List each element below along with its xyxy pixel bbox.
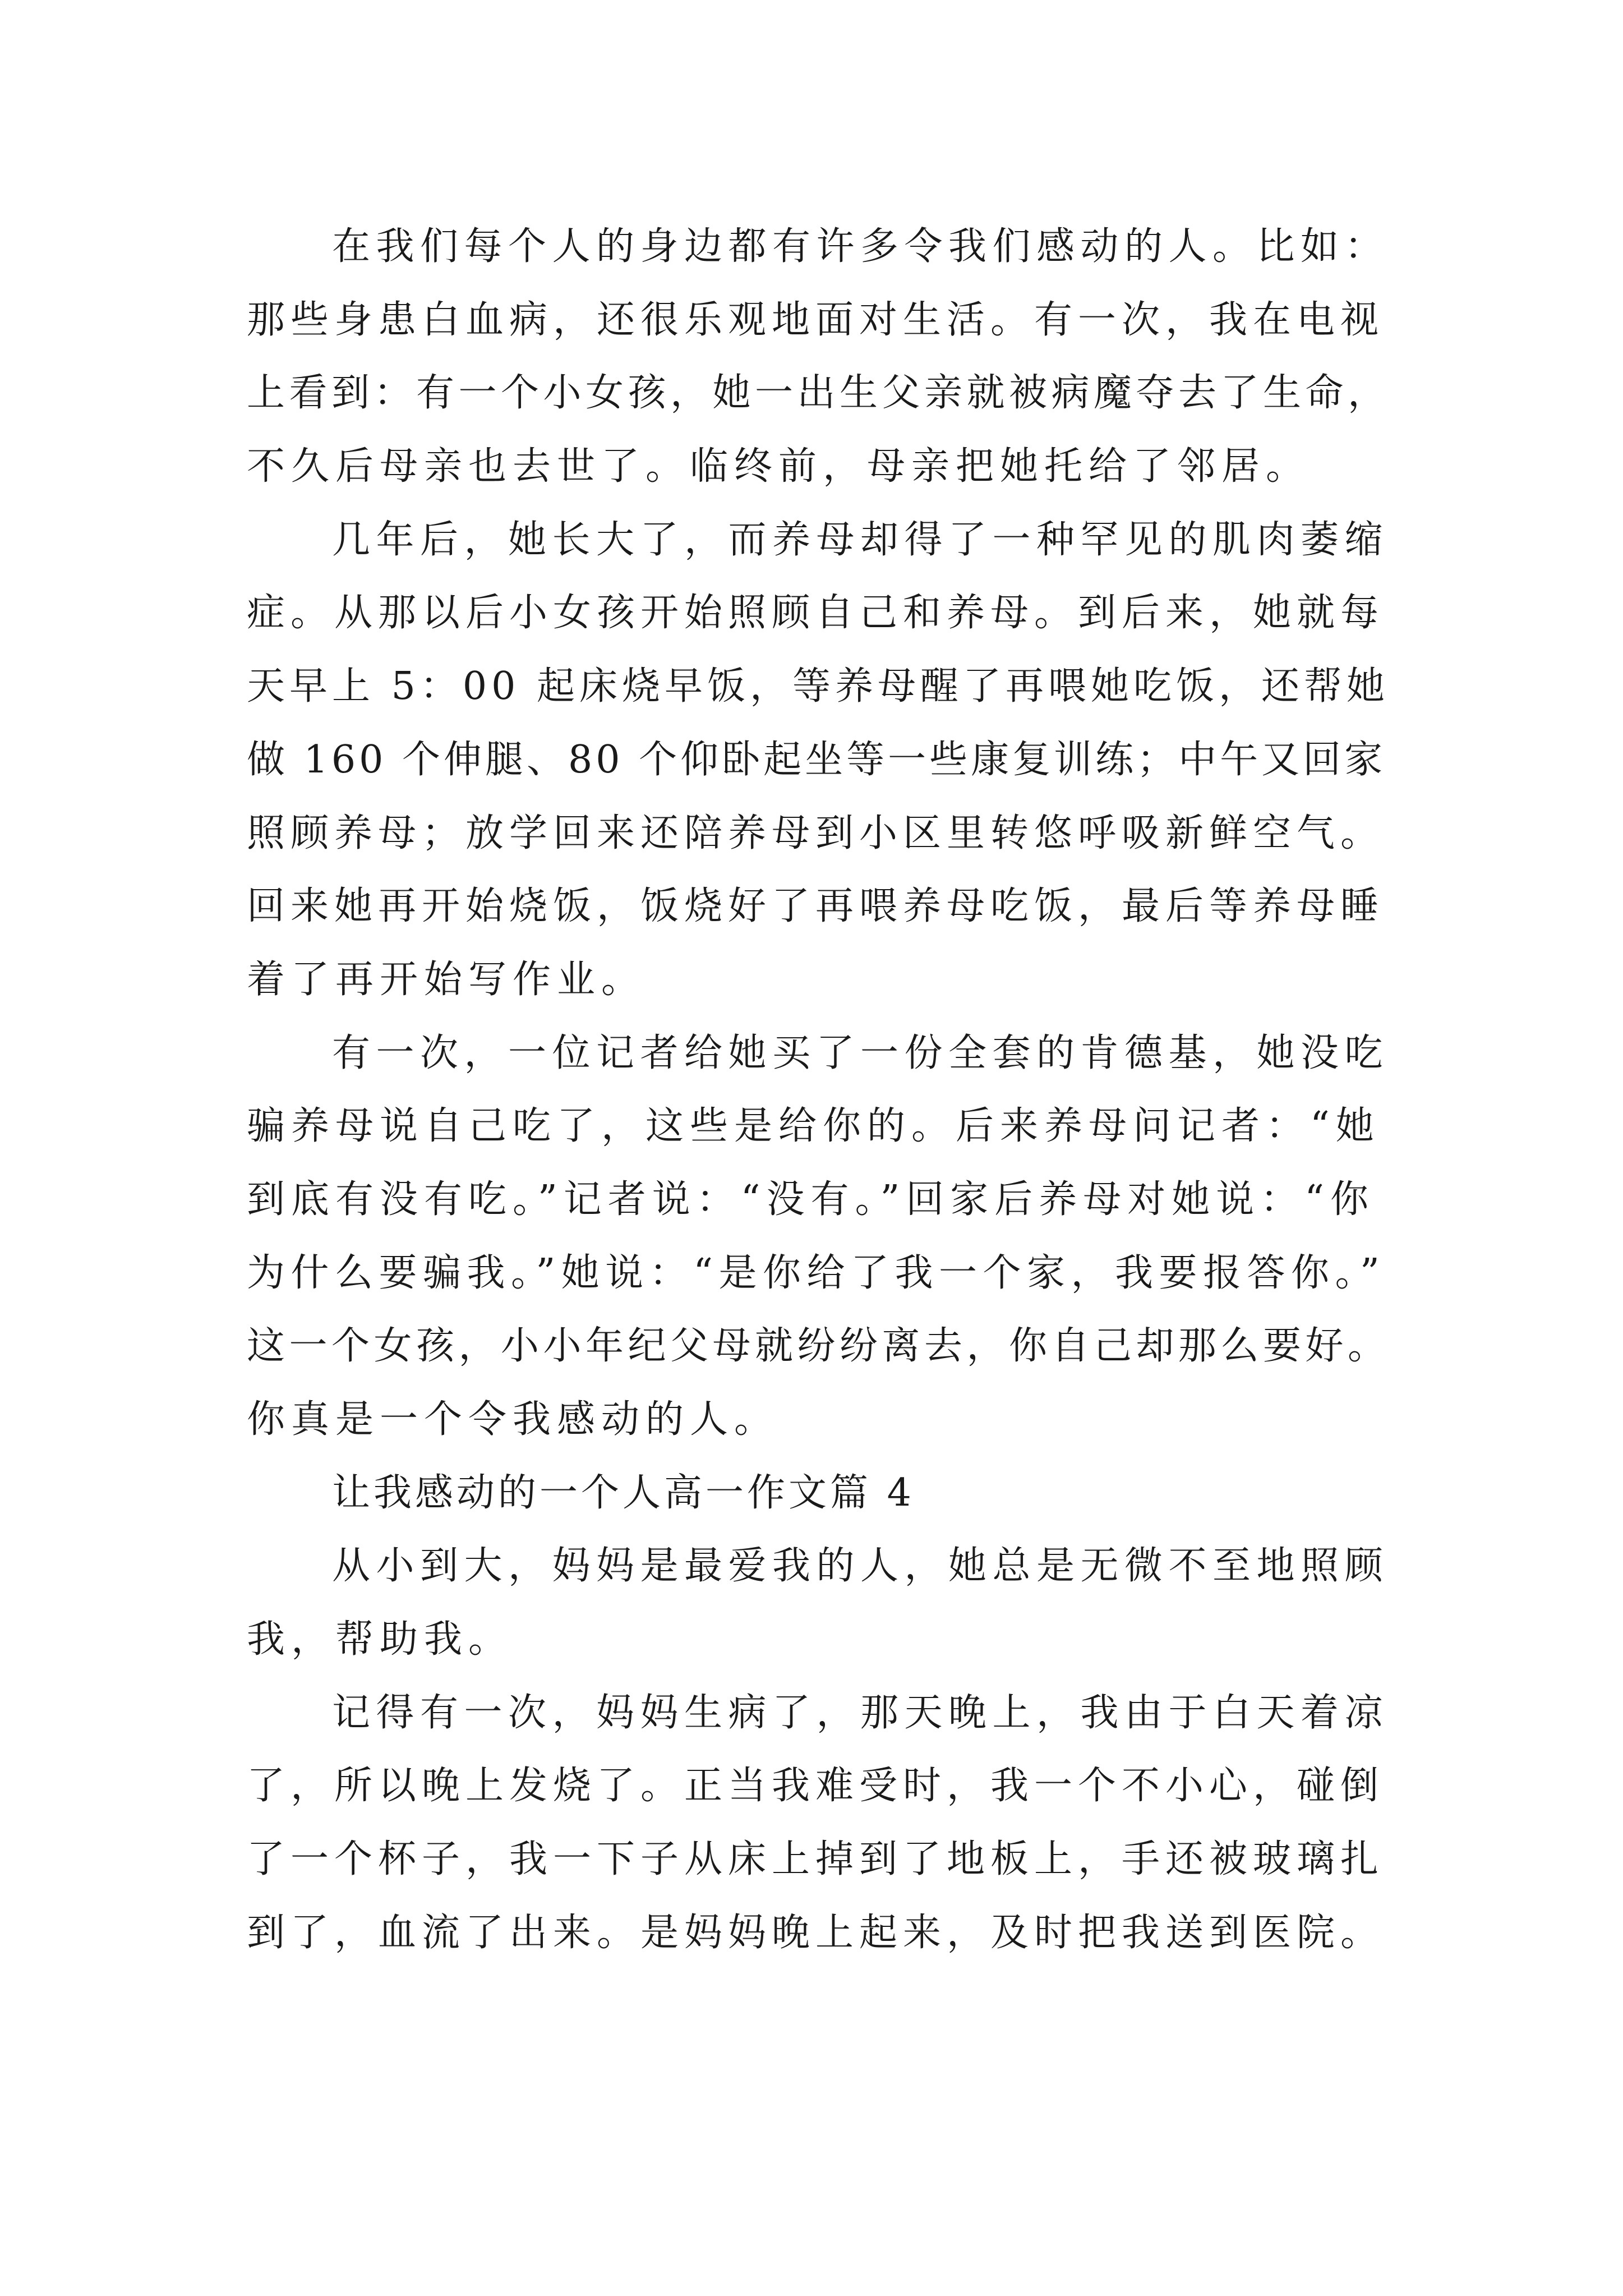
text-line: 从小到大，妈妈是最爱我的人，她总是无微不至地照顾 (332, 1544, 1389, 1589)
text-line: 着了再开始写作业。 (247, 957, 646, 1002)
text-line: 我，帮助我。 (247, 1617, 513, 1662)
text-line: 在我们每个人的身边都有许多令我们感动的人。比如： (332, 224, 1389, 269)
text-line: 回来她再开始烧饭，饭烧好了再喂养母吃饭，最后等养母睡 (247, 884, 1385, 929)
text-line: 为什么要骗我。”她说：“是你给了我一个家，我要报答你。” (247, 1250, 1386, 1295)
text-line: 不久后母亲也去世了。临终前，母亲把她托给了邻居。 (247, 444, 1311, 489)
text-line: 上看到：有一个小女孩，她一出生父亲就被病魔夺去了生命， (247, 371, 1390, 416)
text-line: 天早上 5：00 起床烧早饭，等养母醒了再喂她吃饭，还帮她 (247, 664, 1390, 709)
text-line: 了，所以晚上发烧了。正当我难受时，我一个不小心，碰倒 (247, 1764, 1385, 1809)
text-line: 记得有一次，妈妈生病了，那天晚上，我由于白天着凉 (332, 1690, 1389, 1735)
text-line: 这一个女孩，小小年纪父母就纷纷离去，你自己却那么要好。 (247, 1324, 1390, 1369)
document-body (247, 210, 1391, 1970)
text-line: 照顾养母；放学回来还陪养母到小区里转悠呼吸新鲜空气。 (247, 811, 1385, 855)
section-heading: 让我感动的一个人高一作文篇 4 (332, 1470, 915, 1515)
text-line: 你真是一个令我感动的人。 (247, 1397, 779, 1442)
text-line: 骗养母说自己吃了，这些是给你的。后来养母问记者：“她 (247, 1104, 1380, 1149)
text-line: 症。从那以后小女孩开始照顾自己和养母。到后来，她就每 (247, 591, 1385, 636)
text-line: 做 160 个伸腿、80 个仰卧起坐等一些康复训练；中午又回家 (247, 737, 1386, 782)
text-line: 到底有没有吃。”记者说：“没有。”回家后养母对她说：“你 (247, 1177, 1375, 1222)
text-line: 那些身患白血病，还很乐观地面对生活。有一次，我在电视 (247, 297, 1385, 342)
text-line: 几年后，她长大了，而养母却得了一种罕见的肌肉萎缩 (332, 517, 1389, 562)
text-line: 有一次，一位记者给她买了一份全套的肯德基，她没吃 (332, 1030, 1389, 1075)
text-line: 到了，血流了出来。是妈妈晚上起来，及时把我送到医院。 (247, 1910, 1385, 1955)
text-line: 了一个杯子，我一下子从床上掉到了地板上，手还被玻璃扎 (247, 1837, 1385, 1882)
